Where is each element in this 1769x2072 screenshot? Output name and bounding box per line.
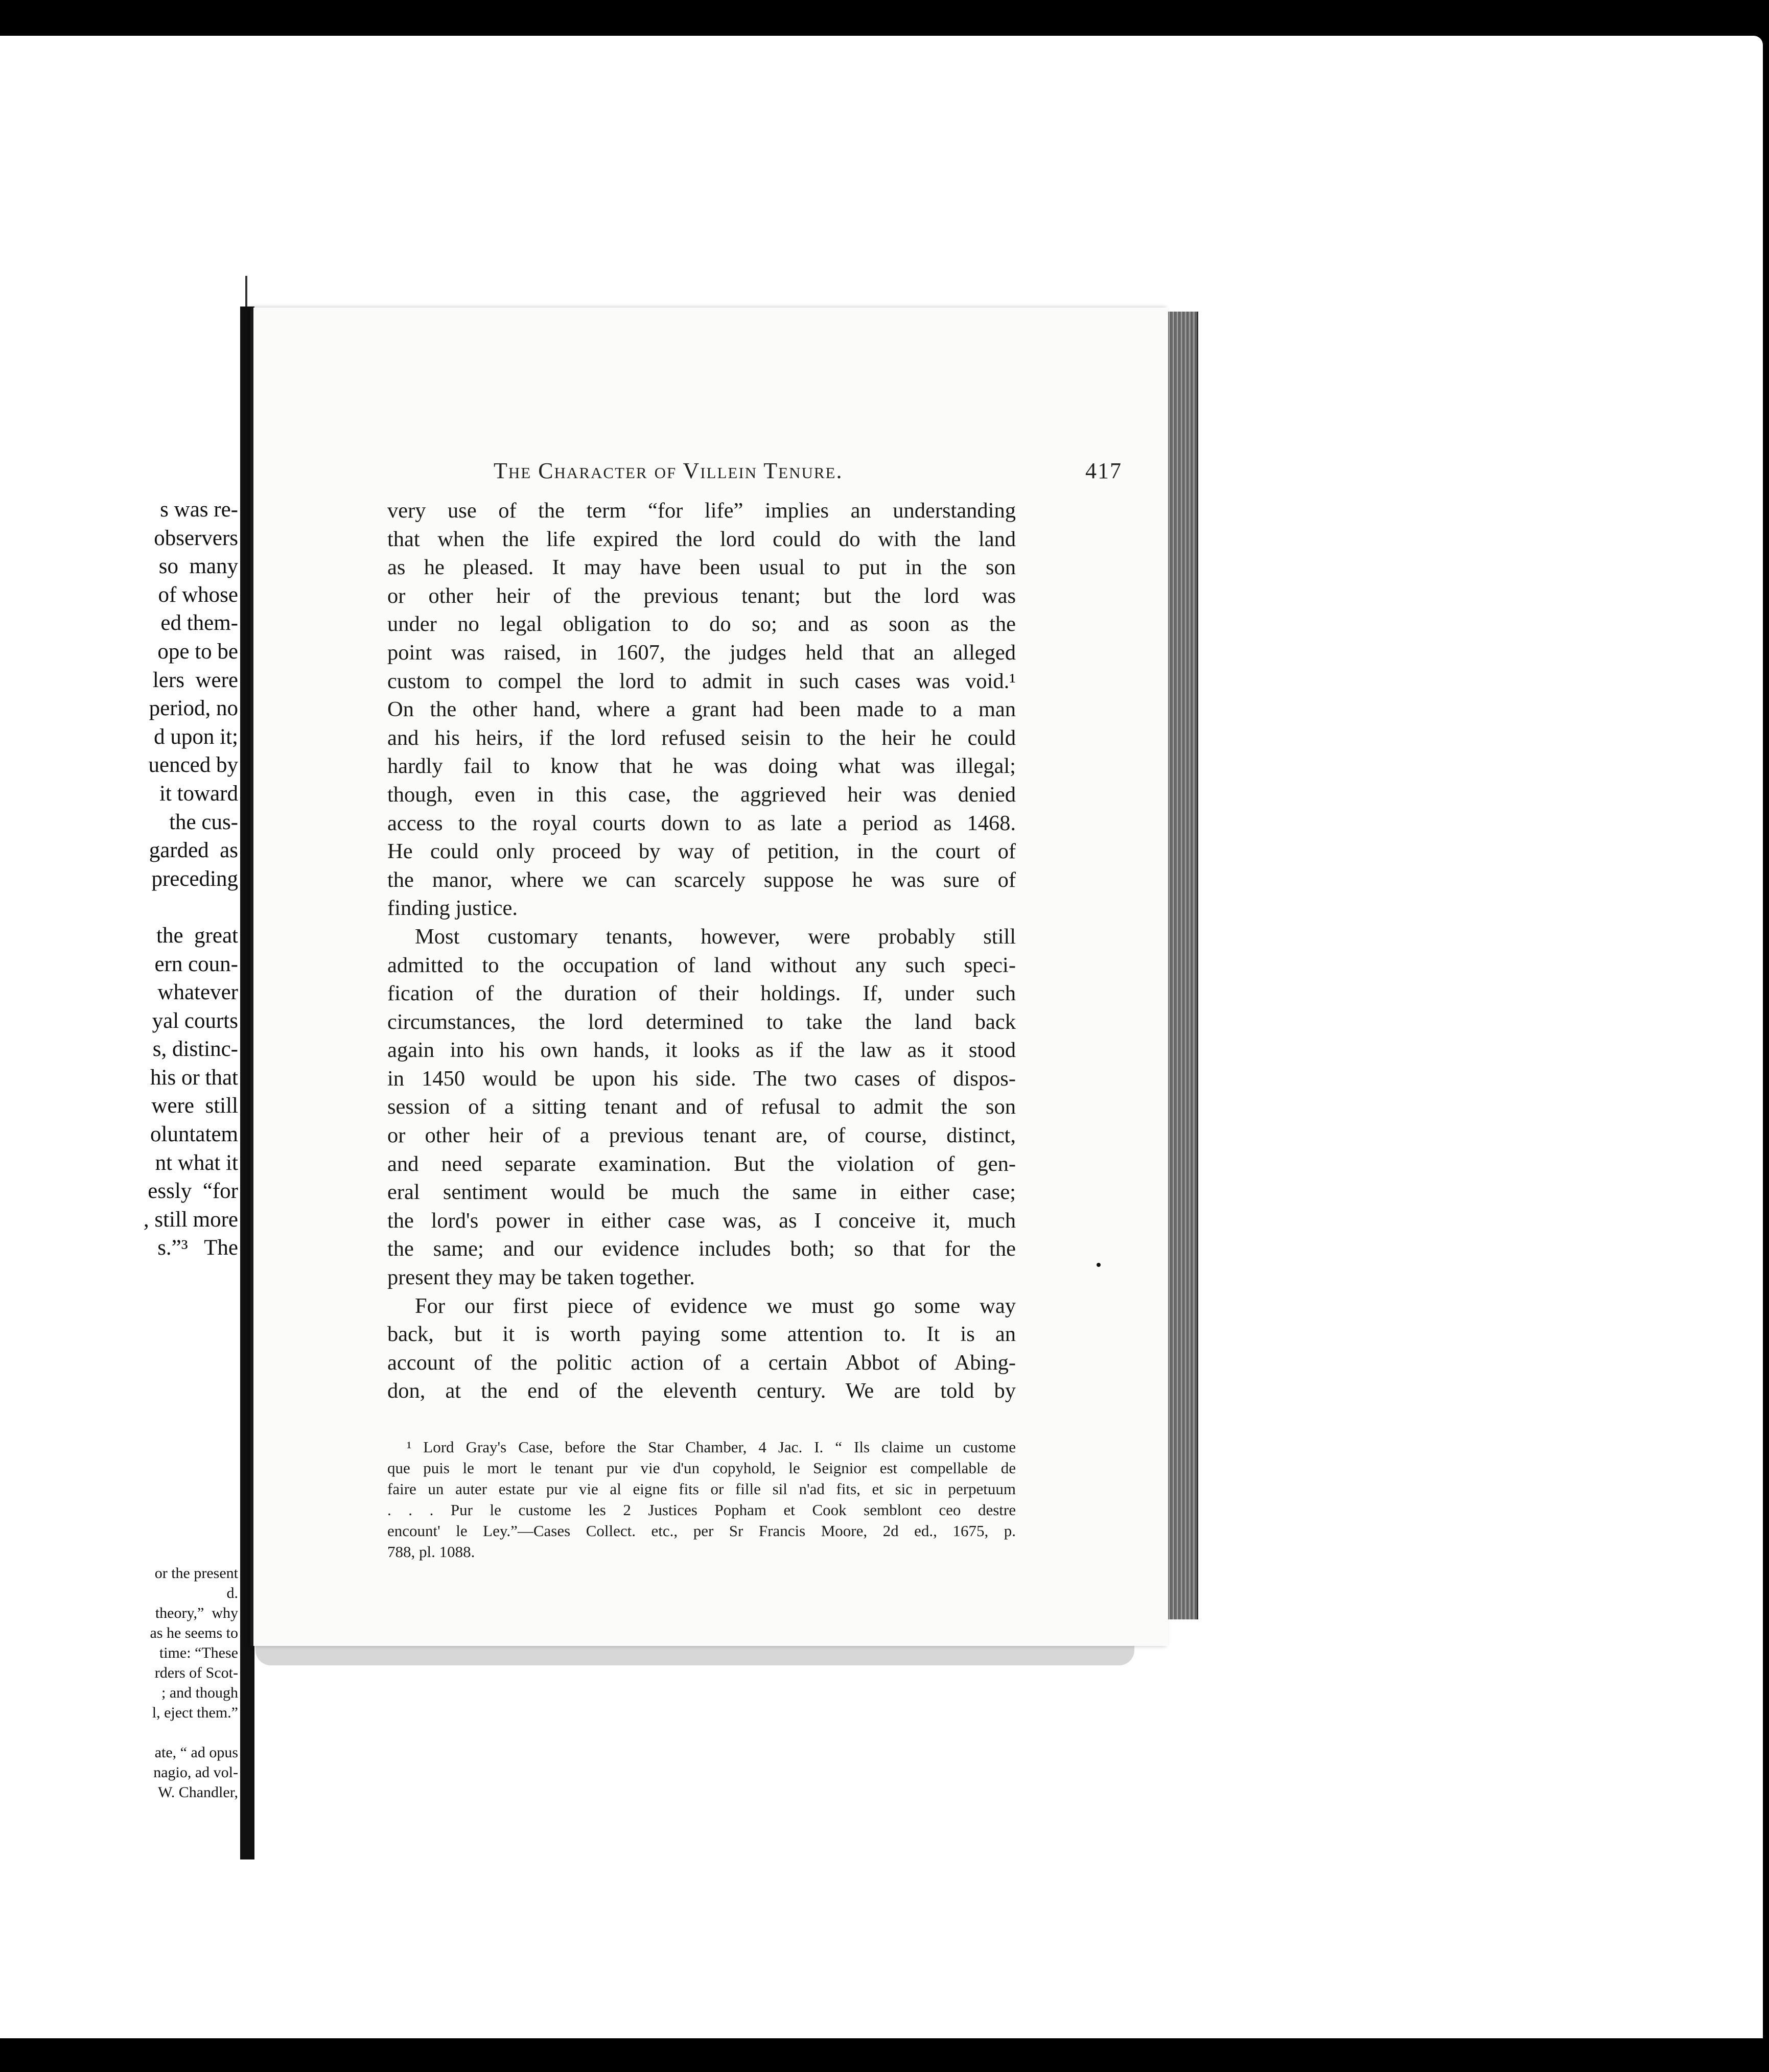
left-text-line: it toward (159, 781, 238, 806)
footnote-line: 788, pl. 1088. (387, 1543, 475, 1561)
left-text-line: preceding (151, 866, 238, 891)
footnote-line: ¹ Lord Gray's Case, before the Star Chamber, 4 Jac. I. “ Ils claime un custome (407, 1438, 1016, 1456)
text-line: Most customary tenants, however, were probably still (415, 924, 1016, 949)
left-page-body (144, 496, 238, 1262)
text-line: eral sentiment would be much the same in either case; (387, 1180, 1016, 1205)
text-line: or other heir of the previous tenant; but the lord was (387, 583, 1016, 608)
page-number: 417 (1085, 458, 1122, 483)
text-line: very use of the term “for life” implies an understanding (387, 499, 1016, 523)
left-text-line: s, distinc- (152, 1037, 238, 1062)
text-line: don, at the end of the eleventh century. We are told by (387, 1379, 1016, 1403)
text-line: fication of the duration of their holdings. If, under such (387, 981, 1016, 1006)
left-text-line: ed them- (160, 611, 238, 635)
left-footnote-line: ; and though (161, 1684, 238, 1701)
text-line: account of the politic action of a certain Abbot of Abing- (387, 1350, 1016, 1375)
left-footnote-line: time: “These (159, 1644, 238, 1661)
body-text (387, 497, 1016, 1405)
text-line: the manor, where we can scarcely suppose he was sure of (387, 867, 1016, 892)
left-text-line: lers were (152, 668, 238, 692)
text-line: circumstances, the lord determined to take the land back (387, 1009, 1016, 1034)
text-line: as he pleased. It may have been usual to put in the son (387, 555, 1016, 580)
right-page (250, 308, 1168, 1646)
text-line: and his heirs, if the lord refused seisin to the heir he could (387, 725, 1016, 750)
footnote-line: faire un auter estate pur vie al eigne fits or fille sil n'ad fits, et sic in perpetuum (387, 1480, 1016, 1498)
text-line: though, even in this case, the aggrieved heir was denied (387, 782, 1016, 807)
left-text-line: whatever (157, 980, 238, 1005)
paragraph (387, 497, 1016, 923)
left-text-line: ern coun- (154, 952, 238, 976)
text-line: or other heir of a previous tenant are, of course, distinct, (387, 1123, 1016, 1148)
footnote-line: . . . Pur le custome les 2 Justices Popham et Cook semblont ceo destre (387, 1501, 1016, 1519)
paragraph (387, 923, 1016, 1292)
text-line: custom to compel the lord to admit in such cases was void.¹ (387, 669, 1016, 693)
text-line: He could only proceed by way of petition, in the court of (387, 839, 1016, 864)
left-footnote-line: W. Chandler, (158, 1784, 238, 1801)
left-text-line: d upon it; (154, 724, 238, 749)
left-text-line: yal courts (152, 1008, 238, 1033)
text-line: and need separate examination. But the violation of gen- (387, 1151, 1016, 1176)
left-text-line: of whose (158, 582, 238, 607)
left-footnote-line: theory,” why (155, 1605, 238, 1621)
scan-speck (1097, 1263, 1101, 1267)
left-footnote-line: nagio, ad vol- (153, 1764, 238, 1781)
left-text-line (144, 893, 238, 922)
left-footnote-line: or the present (154, 1565, 238, 1582)
left-footnote-line: d. (226, 1585, 238, 1602)
running-head (494, 458, 1122, 485)
text-line: the same; and our evidence includes both; so that for the (387, 1237, 1016, 1261)
running-head-title: The Character of Villein Tenure. (494, 458, 843, 483)
left-text-line: , still more (143, 1207, 238, 1232)
text-line: session of a sitting tenant and of refusal to admit the son (387, 1095, 1016, 1119)
text-line: access to the royal courts down to as late a period as 1468. (387, 811, 1016, 835)
text-line: point was raised, in 1607, the judges held that an alleged (387, 640, 1016, 665)
text-line: again into his own hands, it looks as if the law as it stood (387, 1038, 1016, 1063)
text-line: hardly fail to know that he was doing what was illegal; (387, 754, 1016, 779)
text-line: finding justice. (387, 896, 518, 921)
text-line: present they may be taken together. (387, 1265, 695, 1290)
left-text-line: uenced by (148, 753, 238, 778)
left-footnote-line: as he seems to (150, 1624, 238, 1641)
footnote-line: encount' le Ley.”—Cases Collect. etc., per Sr Francis Moore, 2d ed., 1675, p. (387, 1522, 1016, 1540)
text-line: in 1450 would be upon his side. The two cases of dispos- (387, 1066, 1016, 1091)
left-footnote-line: l, eject them.” (152, 1704, 238, 1721)
left-text-line: essly “for (148, 1179, 238, 1204)
text-line: For our first piece of evidence we must go some way (415, 1293, 1016, 1318)
left-footnote-line: rders of Scot- (154, 1664, 238, 1681)
left-footnote-line (150, 1723, 238, 1743)
footnote (387, 1437, 1016, 1562)
left-text-line: s.”³ The (157, 1236, 238, 1260)
text-line: back, but it is worth paying some attention to. It is an (387, 1322, 1016, 1347)
left-text-line: his or that (150, 1065, 238, 1090)
left-text-line: period, no (149, 696, 238, 721)
left-text-line: so many (158, 554, 238, 579)
left-page (0, 276, 247, 1808)
text-line: the lord's power in either case was, as I conceive it, much (387, 1208, 1016, 1233)
footnote-line: que puis le mort le tenant pur vie d'un copyhold, le Seignior est compellable de (387, 1459, 1016, 1477)
left-text-line: garded as (149, 838, 238, 863)
left-text-line: observers (154, 526, 238, 550)
left-text-line: oluntatem (150, 1122, 238, 1147)
left-text-line: were still (151, 1094, 238, 1118)
paragraph (387, 1292, 1016, 1405)
left-text-line: nt what it (155, 1150, 238, 1175)
left-text-line: the great (156, 923, 238, 948)
left-text-line: s was re- (160, 498, 238, 522)
text-line: On the other hand, where a grant had been made to a man (387, 697, 1016, 722)
text-line: under no legal obligation to do so; and as soon as the (387, 612, 1016, 637)
left-footnote-line: ate, “ ad opus (154, 1744, 238, 1761)
left-text-line: ope to be (157, 639, 238, 664)
left-page-footnotes (150, 1563, 238, 1802)
left-text-line: the cus- (169, 810, 238, 834)
text-line: admitted to the occupation of land without any such speci- (387, 953, 1016, 977)
text-line: that when the life expired the lord could do with the land (387, 527, 1016, 551)
